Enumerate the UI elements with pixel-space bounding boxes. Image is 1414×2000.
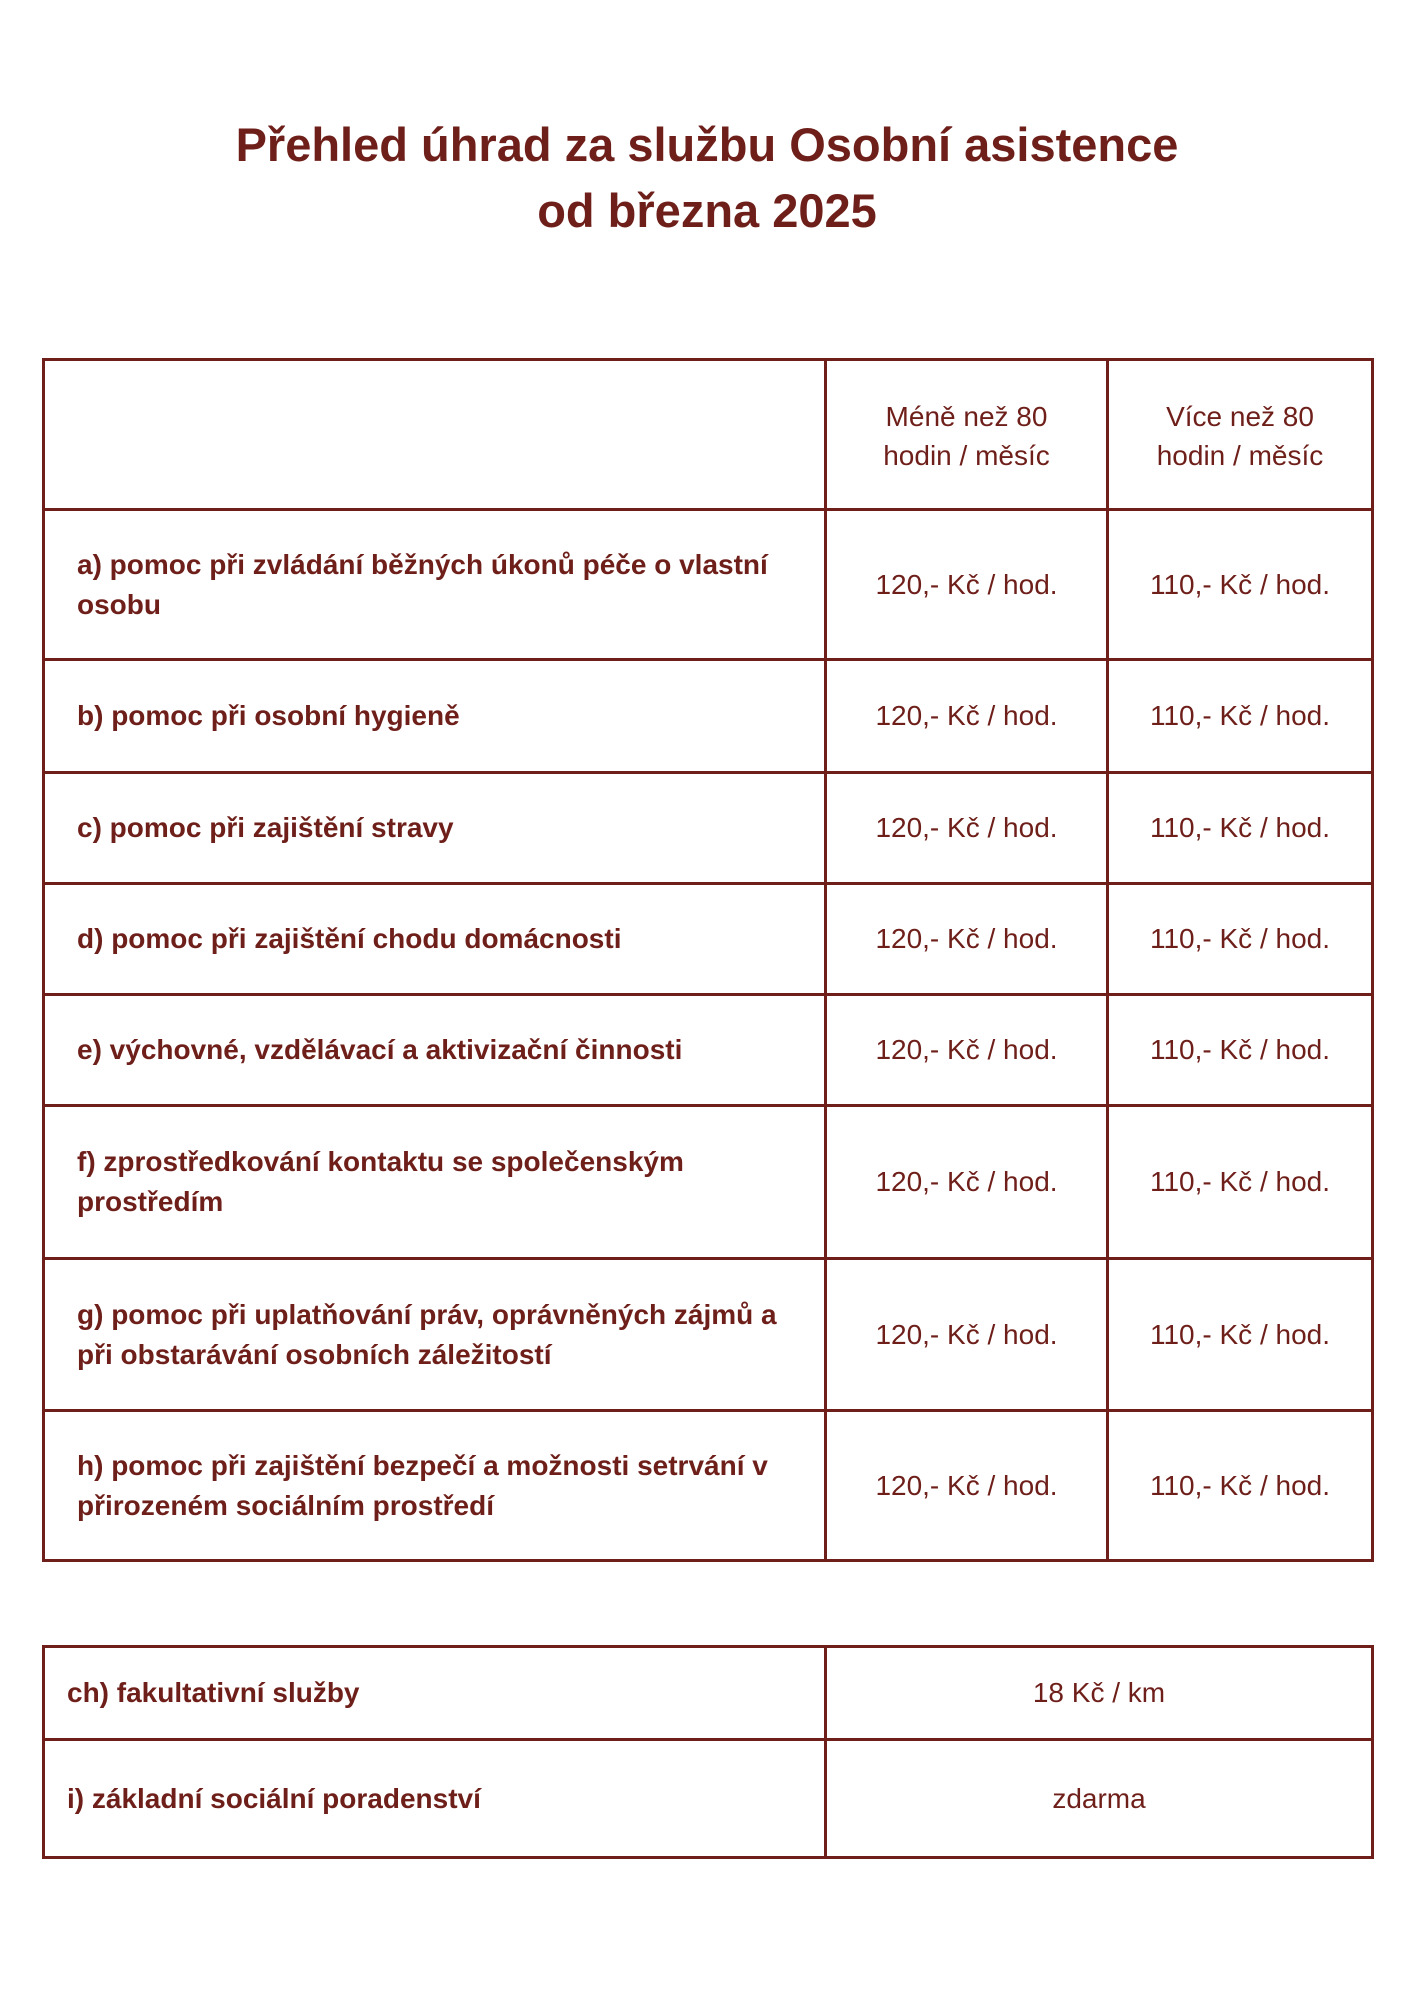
- page-title: [0, 112, 1414, 244]
- header-less-line1: Méně než 80: [885, 400, 1048, 432]
- service-label: h) pomoc při zajištění bezpečí a možnosti setrvání v přirozeném sociálním prostředí: [44, 1411, 826, 1561]
- price-less: 120,- Kč / hod.: [826, 773, 1108, 884]
- price-less: 120,- Kč / hod.: [826, 995, 1108, 1106]
- extra-services-table: [42, 1645, 1374, 1859]
- service-label: d) pomoc při zajištění chodu domácnosti: [44, 884, 826, 995]
- table-row: [44, 1411, 1373, 1561]
- price-less: 120,- Kč / hod.: [826, 660, 1108, 773]
- page-title-line2: od března 2025: [537, 184, 877, 237]
- service-label: f) zprostředkování kontaktu se společenským prostředím: [44, 1106, 826, 1259]
- price-less: 120,- Kč / hod.: [826, 1106, 1108, 1259]
- table-row: [44, 1259, 1373, 1411]
- header-more-than-80: [1108, 360, 1373, 510]
- price-more: 110,- Kč / hod.: [1108, 773, 1373, 884]
- table-row: [44, 773, 1373, 884]
- header-less-line2: hodin / měsíc: [883, 439, 1050, 471]
- price-less: 120,- Kč / hod.: [826, 1411, 1108, 1561]
- price-more: 110,- Kč / hod.: [1108, 510, 1373, 660]
- price-more: 110,- Kč / hod.: [1108, 884, 1373, 995]
- service-label: a) pomoc při zvládání běžných úkonů péče o vlastní osobu: [44, 510, 826, 660]
- header-less-than-80: [826, 360, 1108, 510]
- service-label: g) pomoc při uplatňování práv, oprávněných zájmů a při obstarávání osobních záležitostí: [44, 1259, 826, 1411]
- price-more: 110,- Kč / hod.: [1108, 1259, 1373, 1411]
- price-less: 120,- Kč / hod.: [826, 884, 1108, 995]
- table-header-row: [44, 360, 1373, 510]
- service-label: b) pomoc při osobní hygieně: [44, 660, 826, 773]
- table-row: [44, 884, 1373, 995]
- price-more: 110,- Kč / hod.: [1108, 1411, 1373, 1561]
- service-label: i) základní sociální poradenství: [44, 1740, 826, 1858]
- price-less: 120,- Kč / hod.: [826, 510, 1108, 660]
- service-label: c) pomoc při zajištění stravy: [44, 773, 826, 884]
- service-price: zdarma: [826, 1740, 1373, 1858]
- table-row: [44, 1647, 1373, 1740]
- price-table: [42, 358, 1374, 1562]
- header-more-line2: hodin / měsíc: [1156, 439, 1324, 471]
- table-row: [44, 1740, 1373, 1858]
- service-label: ch) fakultativní služby: [44, 1647, 826, 1740]
- header-more-line1: Více než 80: [1166, 400, 1314, 432]
- price-more: 110,- Kč / hod.: [1108, 1106, 1373, 1259]
- table-row: [44, 1106, 1373, 1259]
- service-label: e) výchovné, vzdělávací a aktivizační činnosti: [44, 995, 826, 1106]
- table-row: [44, 995, 1373, 1106]
- price-less: 120,- Kč / hod.: [826, 1259, 1108, 1411]
- service-price: 18 Kč / km: [826, 1647, 1373, 1740]
- header-empty-cell: [44, 360, 826, 510]
- price-more: 110,- Kč / hod.: [1108, 995, 1373, 1106]
- table-row: [44, 660, 1373, 773]
- table-row: [44, 510, 1373, 660]
- price-more: 110,- Kč / hod.: [1108, 660, 1373, 773]
- page-title-line1: Přehled úhrad za službu Osobní asistence: [235, 118, 1179, 171]
